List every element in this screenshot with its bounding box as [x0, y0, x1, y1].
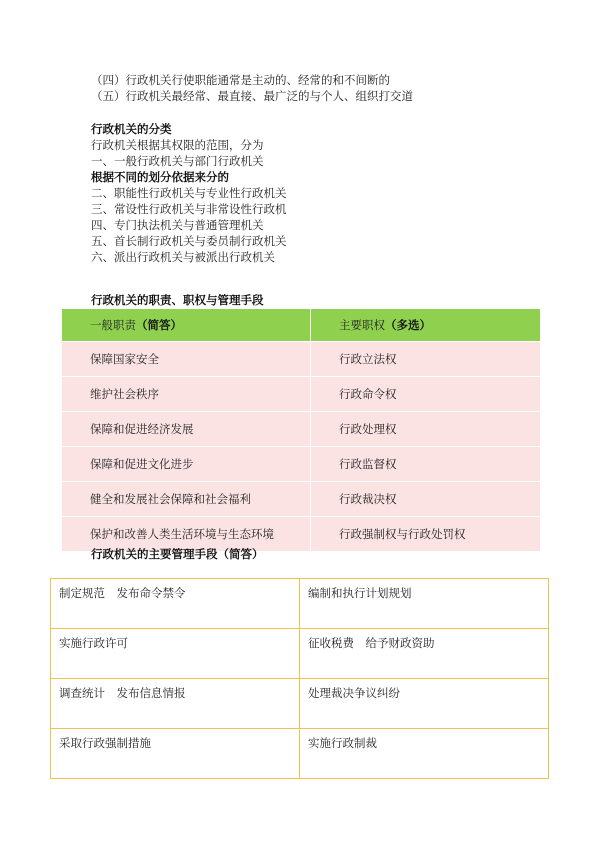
power-cell: 行政监督权 — [310, 447, 540, 482]
duties-heading: 行政机关的职责、职权与管理手段 — [91, 293, 264, 307]
classification-subheading: 根据不同的划分依据来分的 — [91, 170, 229, 184]
power-cell: 行政裁决权 — [310, 482, 540, 517]
duties-table-header — [62, 309, 540, 342]
means-cell: 实施行政许可 — [51, 629, 300, 679]
table-row — [51, 579, 549, 629]
classification-item-4: 四、专门执法机关与普通管理机关 — [91, 218, 264, 232]
means-cell: 实施行政制裁 — [300, 729, 549, 779]
means-cell: 处理裁决争议纠纷 — [300, 679, 549, 729]
power-cell: 行政立法权 — [310, 342, 540, 377]
intro-line-5: （五）行政机关最经常、最直接、最广泛的与个人、组织打交道 — [91, 89, 413, 103]
table-row — [62, 447, 540, 482]
col-main-powers-header — [310, 309, 540, 342]
classification-item-2: 二、职能性行政机关与专业性行政机关 — [91, 186, 287, 200]
means-cell: 征收税费 给予财政资助 — [300, 629, 549, 679]
duty-cell: 维护社会秩序 — [62, 377, 310, 412]
duty-cell: 保障和促进经济发展 — [62, 412, 310, 447]
means-cell: 采取行政强制措施 — [51, 729, 300, 779]
means-heading: 行政机关的主要管理手段（简答） — [91, 547, 264, 561]
table-row — [62, 412, 540, 447]
col-general-duties-header — [62, 309, 310, 342]
classification-item-6: 六、派出行政机关与被派出行政机关 — [91, 250, 275, 264]
intro-line-4: （四）行政机关行使职能通常是主动的、经常的和不间断的 — [91, 73, 390, 87]
classification-item-5: 五、首长制行政机关与委员制行政机关 — [91, 234, 287, 248]
table-row — [51, 679, 549, 729]
table-row — [62, 482, 540, 517]
power-cell: 行政命令权 — [310, 377, 540, 412]
duties-table — [62, 309, 540, 552]
means-cell: 编制和执行计划规划 — [300, 579, 549, 629]
means-table — [50, 578, 549, 779]
power-cell: 行政处理权 — [310, 412, 540, 447]
table-row — [62, 377, 540, 412]
duty-cell: 保障和促进文化进步 — [62, 447, 310, 482]
classification-item-1: 一、一般行政机关与部门行政机关 — [91, 154, 264, 168]
means-cell: 调查统计 发布信息情报 — [51, 679, 300, 729]
classification-scope-text: 行政机关根据其权限的范围，分为 — [91, 138, 264, 152]
duty-cell: 保护和改善人类生活环境与生态环境 — [62, 517, 310, 552]
power-cell: 行政强制权与行政处罚权 — [310, 517, 540, 552]
duty-cell: 保障国家安全 — [62, 342, 310, 377]
classification-heading: 行政机关的分类 — [91, 122, 172, 136]
table-row — [51, 629, 549, 679]
col-main-powers-label: 主要职权 — [339, 318, 385, 332]
classification-item-3: 三、常设性行政机关与非常设性行政机 — [91, 202, 287, 216]
table-row — [51, 729, 549, 779]
duty-cell: 健全和发展社会保障和社会福利 — [62, 482, 310, 517]
col-general-duties-label: 一般职责 — [90, 318, 136, 332]
col-general-duties-note: （简答） — [136, 318, 182, 332]
col-main-powers-note: （多选） — [385, 318, 431, 332]
means-cell: 制定规范 发布命令禁令 — [51, 579, 300, 629]
table-row — [62, 342, 540, 377]
